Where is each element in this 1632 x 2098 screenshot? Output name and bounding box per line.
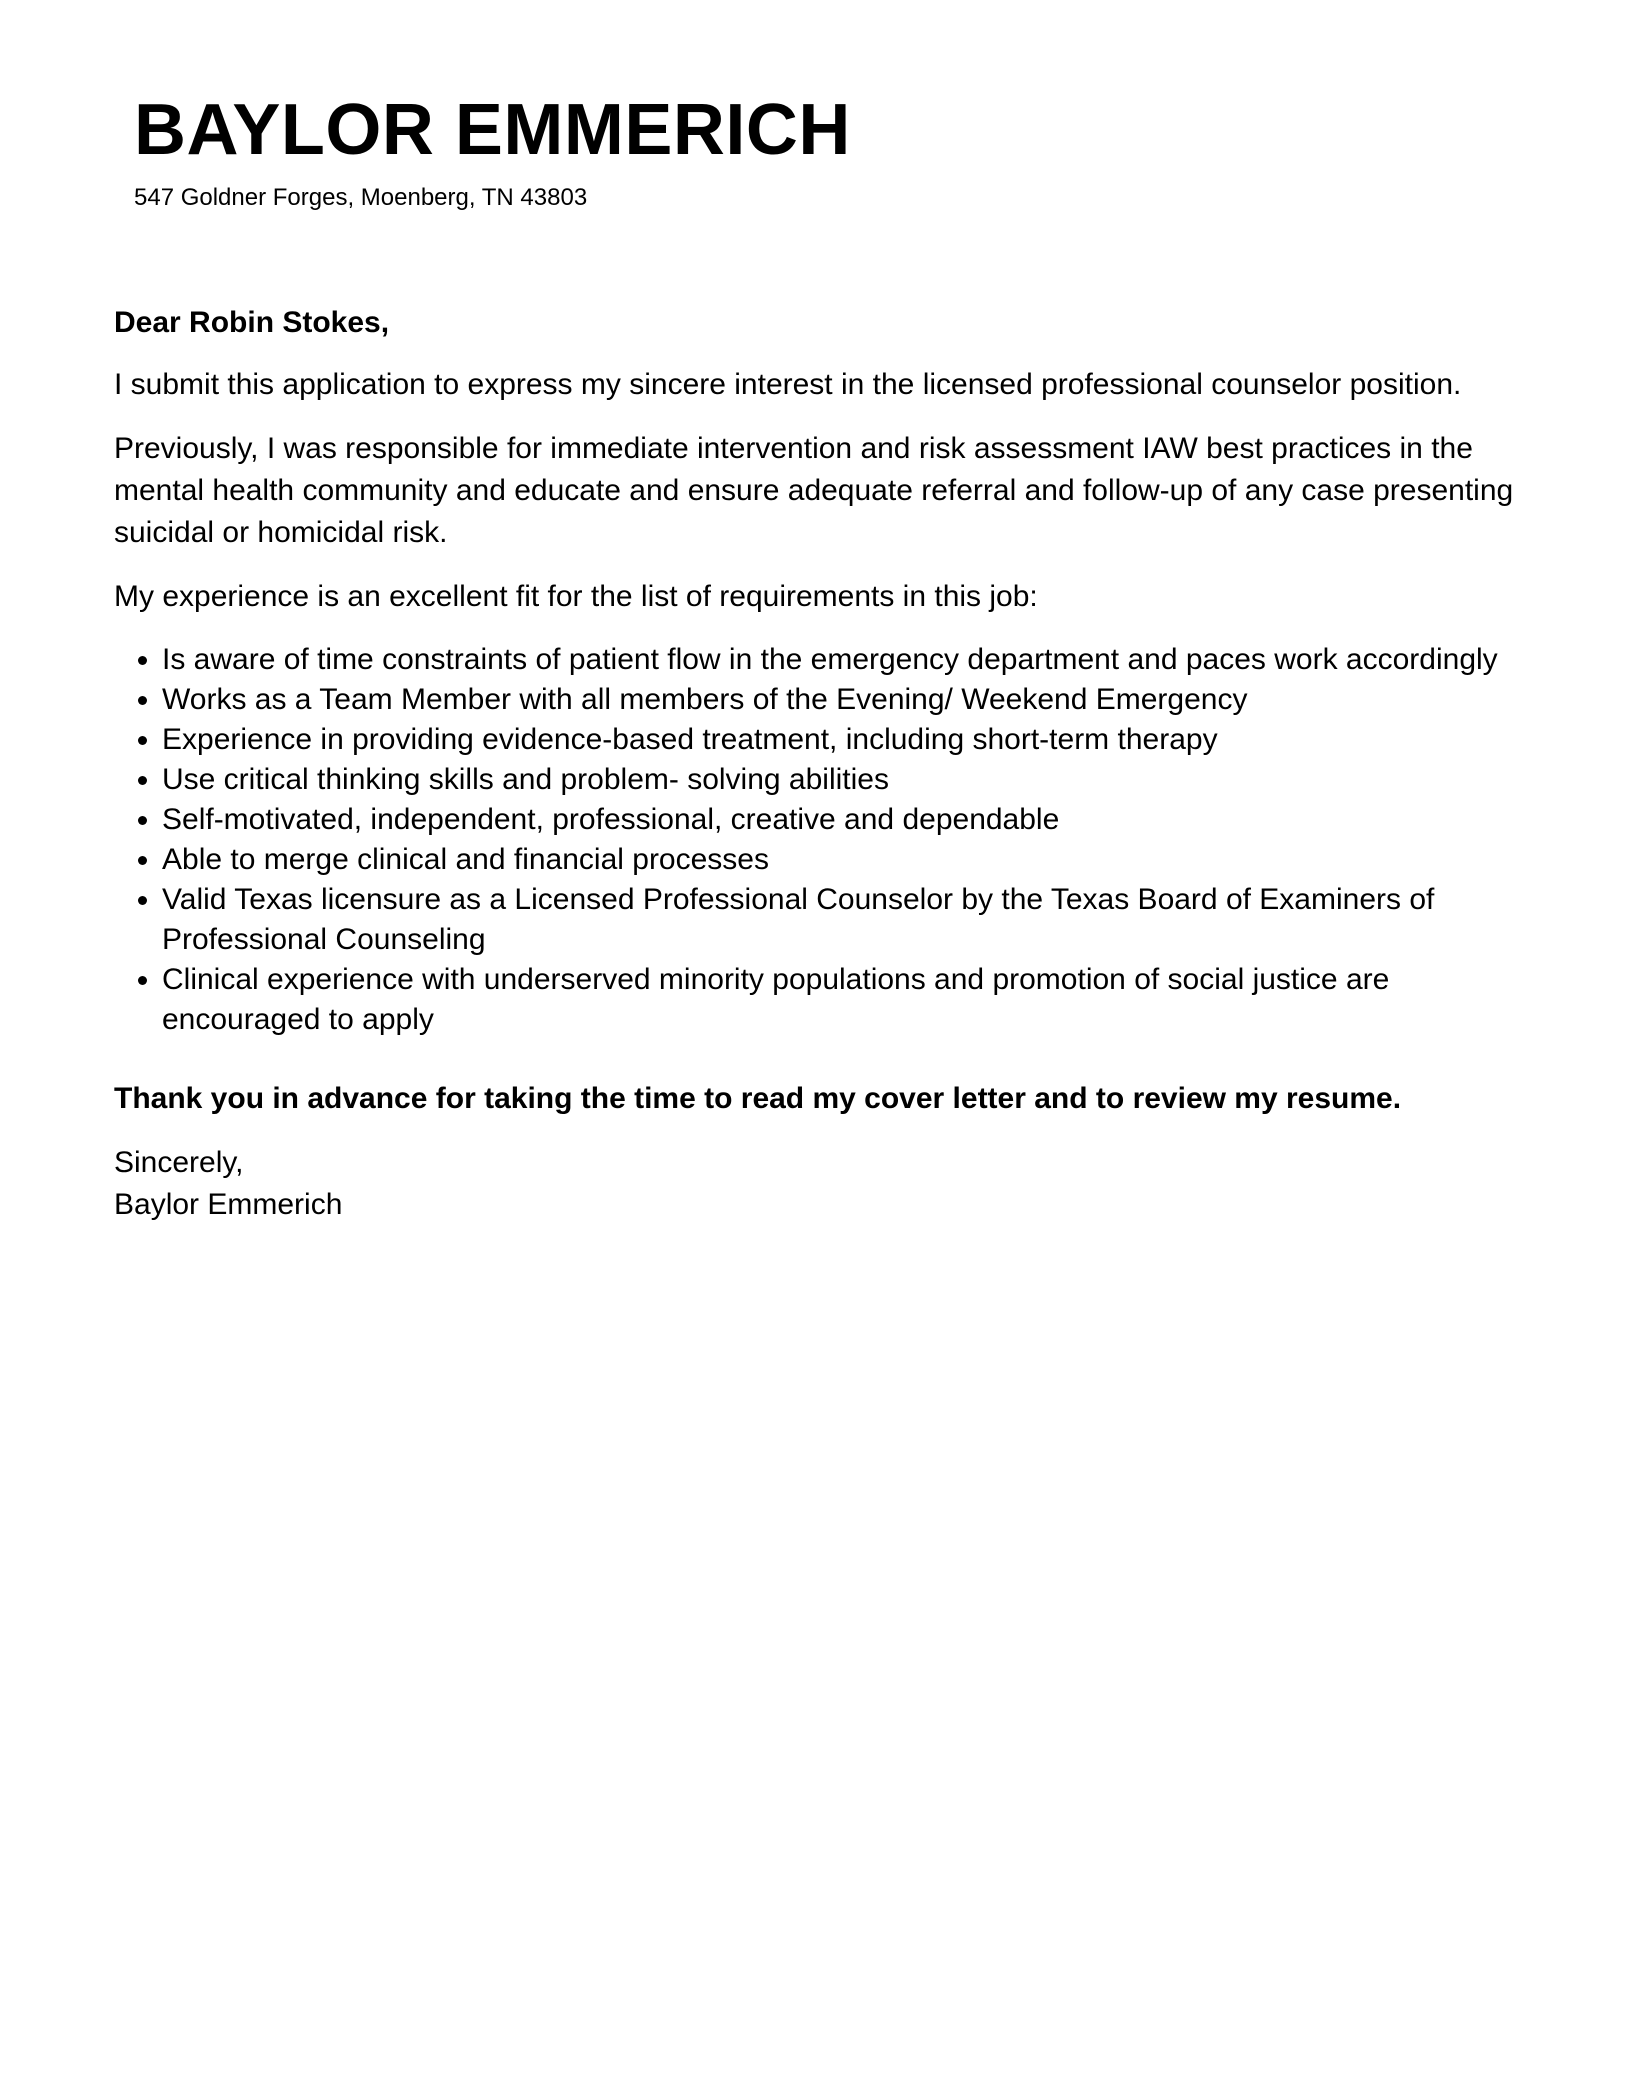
requirements-list — [114, 640, 1514, 1040]
salutation: Dear Robin Stokes, — [114, 306, 390, 339]
applicant-address: 547 Goldner Forges, Moenberg, TN 43803 — [134, 184, 588, 211]
list-item: • Clinical experience with underserved minority populations and promotion of social justice are encouraged to apply — [162, 960, 1514, 1040]
list-item: • Able to merge clinical and financial processes — [162, 840, 1514, 880]
thank-you-line: Thank you in advance for taking the time to read my cover letter and to review my resume. — [114, 1082, 1402, 1115]
requirements-intro: My experience is an excellent fit for the list of requirements in this job: — [114, 580, 1038, 613]
list-item: • Self-motivated, independent, professional, creative and dependable — [162, 800, 1514, 840]
letter-body — [114, 302, 1514, 1226]
signature-name: Baylor Emmerich — [114, 1188, 343, 1221]
list-item: • Is aware of time constraints of patient flow in the emergency department and paces work accordingly — [162, 640, 1514, 680]
list-item: • Use critical thinking skills and problem- solving abilities — [162, 760, 1514, 800]
closing: Sincerely, — [114, 1146, 244, 1179]
applicant-name: BAYLOR EMMERICH — [134, 90, 851, 170]
experience-paragraph: Previously, I was responsible for immediate intervention and risk assessment IAW best practices in the mental health community and educate and ensure adequate referral and follow-up of any case presenting suicidal or homicidal risk. — [114, 432, 1514, 549]
letter-header — [134, 88, 1434, 214]
list-item: • Experience in providing evidence-based treatment, including short-term therapy — [162, 720, 1514, 760]
list-item: • Works as a Team Member with all members of the Evening/ Weekend Emergency — [162, 680, 1514, 720]
list-item: • Valid Texas licensure as a Licensed Professional Counselor by the Texas Board of Examiners of Professional Counseling — [162, 880, 1514, 960]
intro-paragraph: I submit this application to express my sincere interest in the licensed professional counselor position. — [114, 368, 1462, 401]
